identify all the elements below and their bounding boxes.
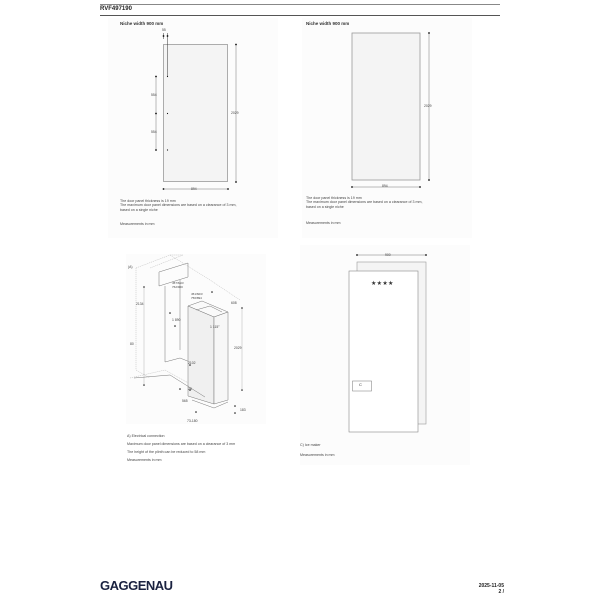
dim-seg1: 554 [151,93,157,97]
dim-min-height: 2102 [188,361,196,365]
dim-depth: 608 [231,301,237,305]
notes-bottom-left: A) Electrical connection Maximum door panel dimensions are based on a clearance of 3 mm The height of the plinth can be reduced to 58 mm Measurements in mm [127,434,236,462]
dim-top-offset: 55 [162,28,166,32]
page-number: 2 / [498,589,504,595]
dim-height: 2029 [231,111,239,115]
document-date: 2025-11-05 [478,583,504,589]
dim-appliance-widths: 451/603/ 756/894 [191,292,203,300]
electrical-connection-marker: (A) [128,265,133,269]
page-header [100,4,500,16]
dim-width: 894 [191,187,197,191]
model-number: RVF497190 [100,6,132,12]
notes-top-left: The door panel thickness is 19 mm The maximum door panel dimensions are based on a clearance of 3 mm, based on a single niche [120,199,237,212]
dim-appliance-height: 2029 [234,346,242,350]
niche-drawing-left [140,25,260,205]
panel-title: Niche width 900 mm [306,21,350,26]
measurements-label: Measurements in mm [306,221,341,225]
icemaker-symbol: C [359,382,362,387]
dim-niche-widths: 457/610/ 762/900 [172,281,184,289]
dim-width: 900 [385,253,391,257]
dim-niche-height: 2134 [136,302,144,306]
brand-logo: GAGGENAU [100,578,173,593]
dim-80: 80 [130,342,134,346]
footer-meta [479,583,504,595]
dim-183: 183 [240,408,246,412]
panel-title: Niche width 900 mm [120,21,164,26]
niche-drawing-right [300,25,480,205]
installation-isometric-drawing [110,250,260,430]
dim-seg2: 554 [151,130,157,134]
notes-top-right: The door panel thickness is 19 mm The maximum door panel dimensions are based on a clearance of 3 mm, based on a single niche [306,196,423,209]
dim-inner-height: 1 890 [172,318,181,322]
star-rating: ★★★★ [371,281,394,287]
dim-door-angle: 1 115° [210,325,220,329]
dim-height: 2029 [424,104,432,108]
dim-width: 894 [382,184,388,188]
notes-bottom-right: C) Ice maker Measurements in mm [300,443,335,457]
dim-plinth: 73-180 [187,419,198,423]
dim-28: 28 [188,387,192,391]
measurements-label: Measurements in mm [120,222,155,226]
dim-565: 565 [182,399,188,403]
